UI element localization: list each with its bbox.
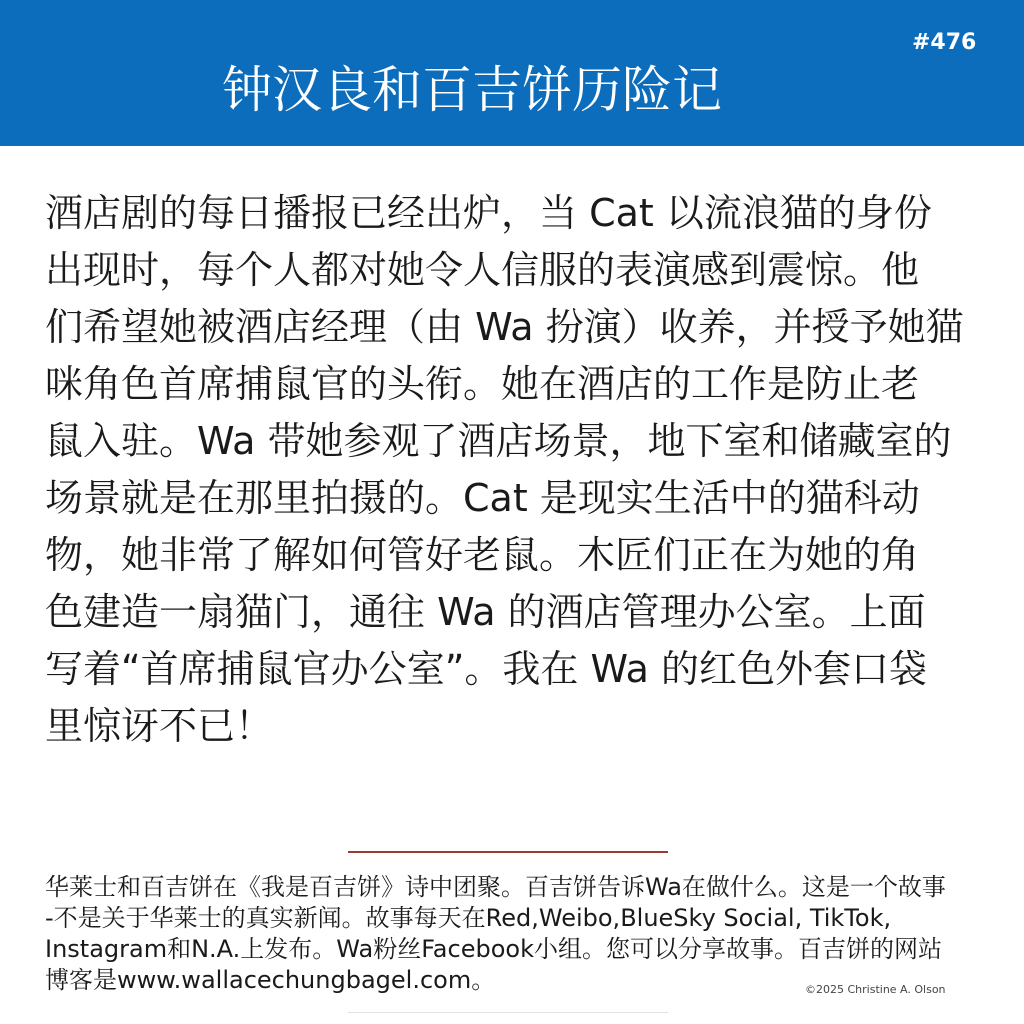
story-line: 色建造一扇猫门，通往 Wa 的酒店管理办公室。上面 bbox=[45, 590, 926, 634]
page-title: 钟汉良和百吉饼历险记 bbox=[222, 61, 722, 119]
story-line: 写着“首席捕鼠官办公室”。我在 Wa 的红色外套口袋 bbox=[45, 647, 927, 691]
story-line: 酒店剧的每日播报已经出炉，当 Cat 以流浪猫的身份 bbox=[45, 191, 932, 235]
story-line: 咪角色首席捕鼠官的头衔。她在酒店的工作是防止老 bbox=[45, 362, 920, 406]
story-line: 鼠入驻。Wa 带她参观了酒店场景，地下室和储藏室的 bbox=[45, 419, 952, 463]
footer-line: 博客是www.wallacechungbagel.com。 bbox=[45, 966, 496, 994]
bottom-divider bbox=[348, 1012, 668, 1013]
footer-line: -不是关于华莱士的真实新闻。故事每天在Red,Weibo,BlueSky Social, TikTok, bbox=[45, 904, 892, 932]
story-line: 物，她非常了解如何管好老鼠。木匠们正在为她的角 bbox=[45, 533, 920, 577]
section-divider bbox=[348, 851, 668, 853]
copyright-notice: ©2025 Christine A. Olson bbox=[805, 983, 946, 996]
story-line: 出现时，每个人都对她令人信服的表演感到震惊。他 bbox=[45, 248, 920, 292]
story-line: 场景就是在那里拍摄的。Cat 是现实生活中的猫科动 bbox=[45, 476, 920, 520]
header-bar bbox=[0, 0, 1024, 146]
episode-number: #476 bbox=[912, 30, 977, 55]
story-line: 们希望她被酒店经理（由 Wa 扮演）收养，并授予她猫 bbox=[45, 305, 964, 349]
story-line: 里惊讶不已！ bbox=[45, 704, 274, 748]
footer-note bbox=[45, 872, 1005, 996]
footer-line: Instagram和N.A.上发布。Wa粉丝Facebook小组。您可以分享故事。百吉饼的网站 bbox=[45, 935, 942, 963]
footer-line: 华莱士和百吉饼在《我是百吉饼》诗中团聚。百吉饼告诉Wa在做什么。这是一个故事 bbox=[45, 873, 946, 901]
story-text bbox=[45, 185, 1005, 755]
